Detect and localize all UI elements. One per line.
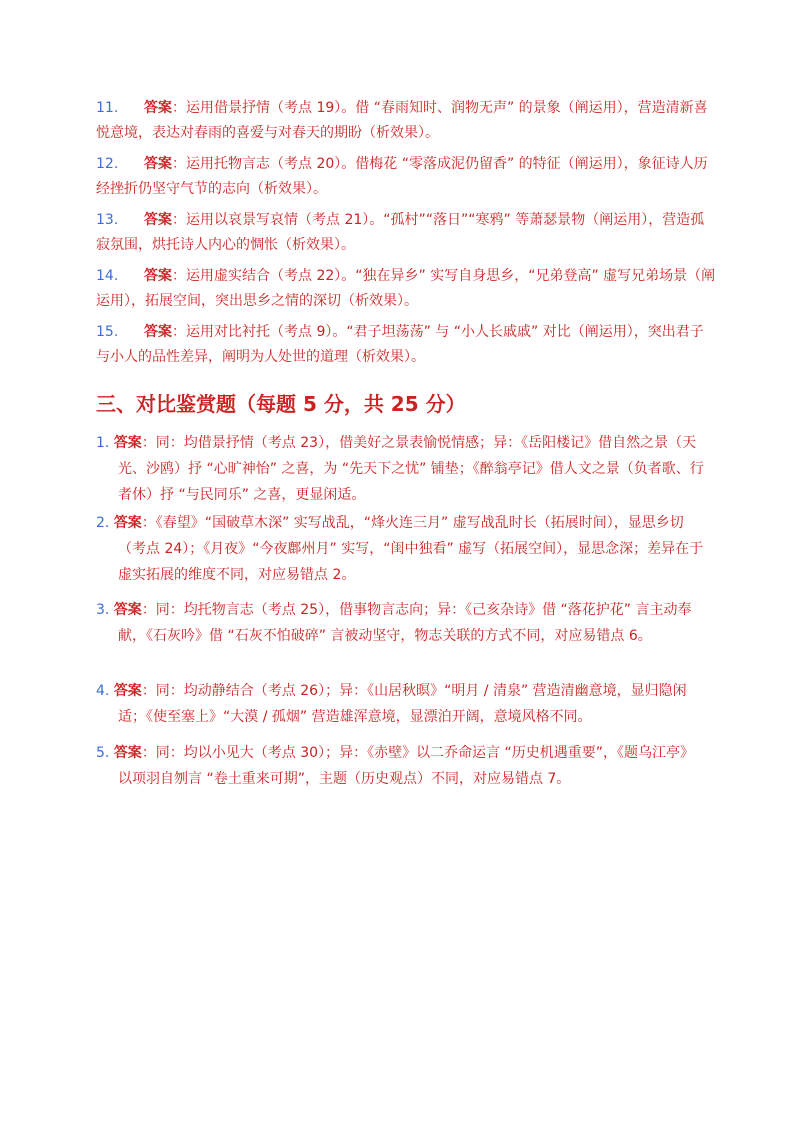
answer-text: ：《春望》“国破草木深” 实写战乱，“烽火连三月” 虚写战乱时长（拓展时间），显思乡切（考点 24）；《月夜》“今夜鄜州月” 实写，“闺中独看” 虚写（拓展空间），显思念深；差异在于虚实拓展的维度不同，对应易错点 2。: [118, 515, 704, 583]
answer-label: 答案: [144, 268, 172, 284]
item-number: 1.: [96, 435, 110, 451]
answer-text: ：同：均动静结合（考点 26）；异：《山居秋暝》“明月 / 清泉” 营造清幽意境，显归隐闲适；《使至塞上》“大漠 / 孤烟” 营造雄浑意境，显漂泊开阔，意境风格不同。: [118, 683, 687, 725]
item-number: 4.: [96, 683, 110, 699]
item-number: 2.: [96, 515, 110, 531]
answer-label: 答案: [113, 602, 142, 618]
answer-label: 答案: [144, 324, 172, 340]
list-item: [96, 740, 706, 792]
answer-label: 答案: [144, 100, 172, 116]
answer-text: ：运用借景抒情（考点 19）。借 “春雨知时、润物无声” 的景象（阐运用），营造清新喜悦意境，表达对春雨的喜爱与对春天的期盼（析效果）。: [96, 100, 708, 141]
item-number: 12.: [96, 156, 119, 172]
list-item: [96, 430, 706, 508]
answer-label: 答案: [113, 745, 142, 761]
item-number: 15.: [96, 324, 119, 340]
answer-text: ：同：均借景抒情（考点 23），借美好之景表愉悦情感；异：《岳阳楼记》借自然之景（天光、沙鸥）抒 “心旷神怡” 之喜，为 “先天下之忧” 铺垫；《醉翁亭记》借人文之景（负者歌、行者休）抒 “与民同乐” 之喜，更显闲适。: [118, 435, 704, 503]
answer-text: ：同：均以小见大（考点 30）；异：《赤壁》以二乔命运言 “历史机遇重要”，《题乌江亭》以项羽自刎言 “卷土重来可期”，主题（历史观点）不同，对应易错点 7。: [118, 745, 695, 787]
answer-text: ：同：均托物言志（考点 25），借事物言志向；异：《己亥杂诗》借 “落花护花” 言主动奉献，《石灰吟》借 “石灰不怕破碎” 言被动坚守，物志关联的方式不同，对应易错点 6。: [118, 602, 692, 644]
answer-label: 答案: [113, 515, 142, 531]
item-number: 3.: [96, 602, 110, 618]
answer-text: ：运用以哀景写哀情（考点 21）。“孤村”“落日”“寒鸦” 等萧瑟景物（阐运用），营造孤寂氛围，烘托诗人内心的惆怅（析效果）。: [96, 212, 705, 253]
answer-label: 答案: [144, 212, 172, 228]
answer-label: 答案: [113, 435, 142, 451]
list-item: [96, 264, 716, 314]
item-number: 13.: [96, 212, 119, 228]
answer-text: ：运用虚实结合（考点 22）。“独在异乡” 实写自身思乡，“兄弟登高” 虚写兄弟场景（阐运用），拓展空间，突出思乡之情的深切（析效果）。: [96, 268, 716, 309]
list-item: [96, 510, 706, 588]
list-item: [96, 678, 706, 730]
item-number: 14.: [96, 268, 119, 284]
item-number: 5.: [96, 745, 110, 761]
section-title: 三、对比鉴赏题（每题 5 分，共 25 分）: [96, 392, 466, 416]
answer-text: ：运用对比衬托（考点 9）。“君子坦荡荡” 与 “小人长戚戚” 对比（阐运用），突出君子与小人的品性差异，阐明为人处世的道理（析效果）。: [96, 324, 704, 365]
list-item: [96, 96, 716, 146]
list-item: [96, 152, 716, 202]
answer-label: 答案: [144, 156, 172, 172]
item-number: 11.: [96, 100, 119, 116]
list-item: [96, 320, 716, 370]
answer-label: 答案: [113, 683, 142, 699]
list-item: [96, 597, 706, 649]
list-item: [96, 208, 716, 258]
answer-text: ：运用托物言志（考点 20）。借梅花 “零落成泥仍留香” 的特征（阐运用），象征诗人历经挫折仍坚守气节的志向（析效果）。: [96, 156, 708, 197]
